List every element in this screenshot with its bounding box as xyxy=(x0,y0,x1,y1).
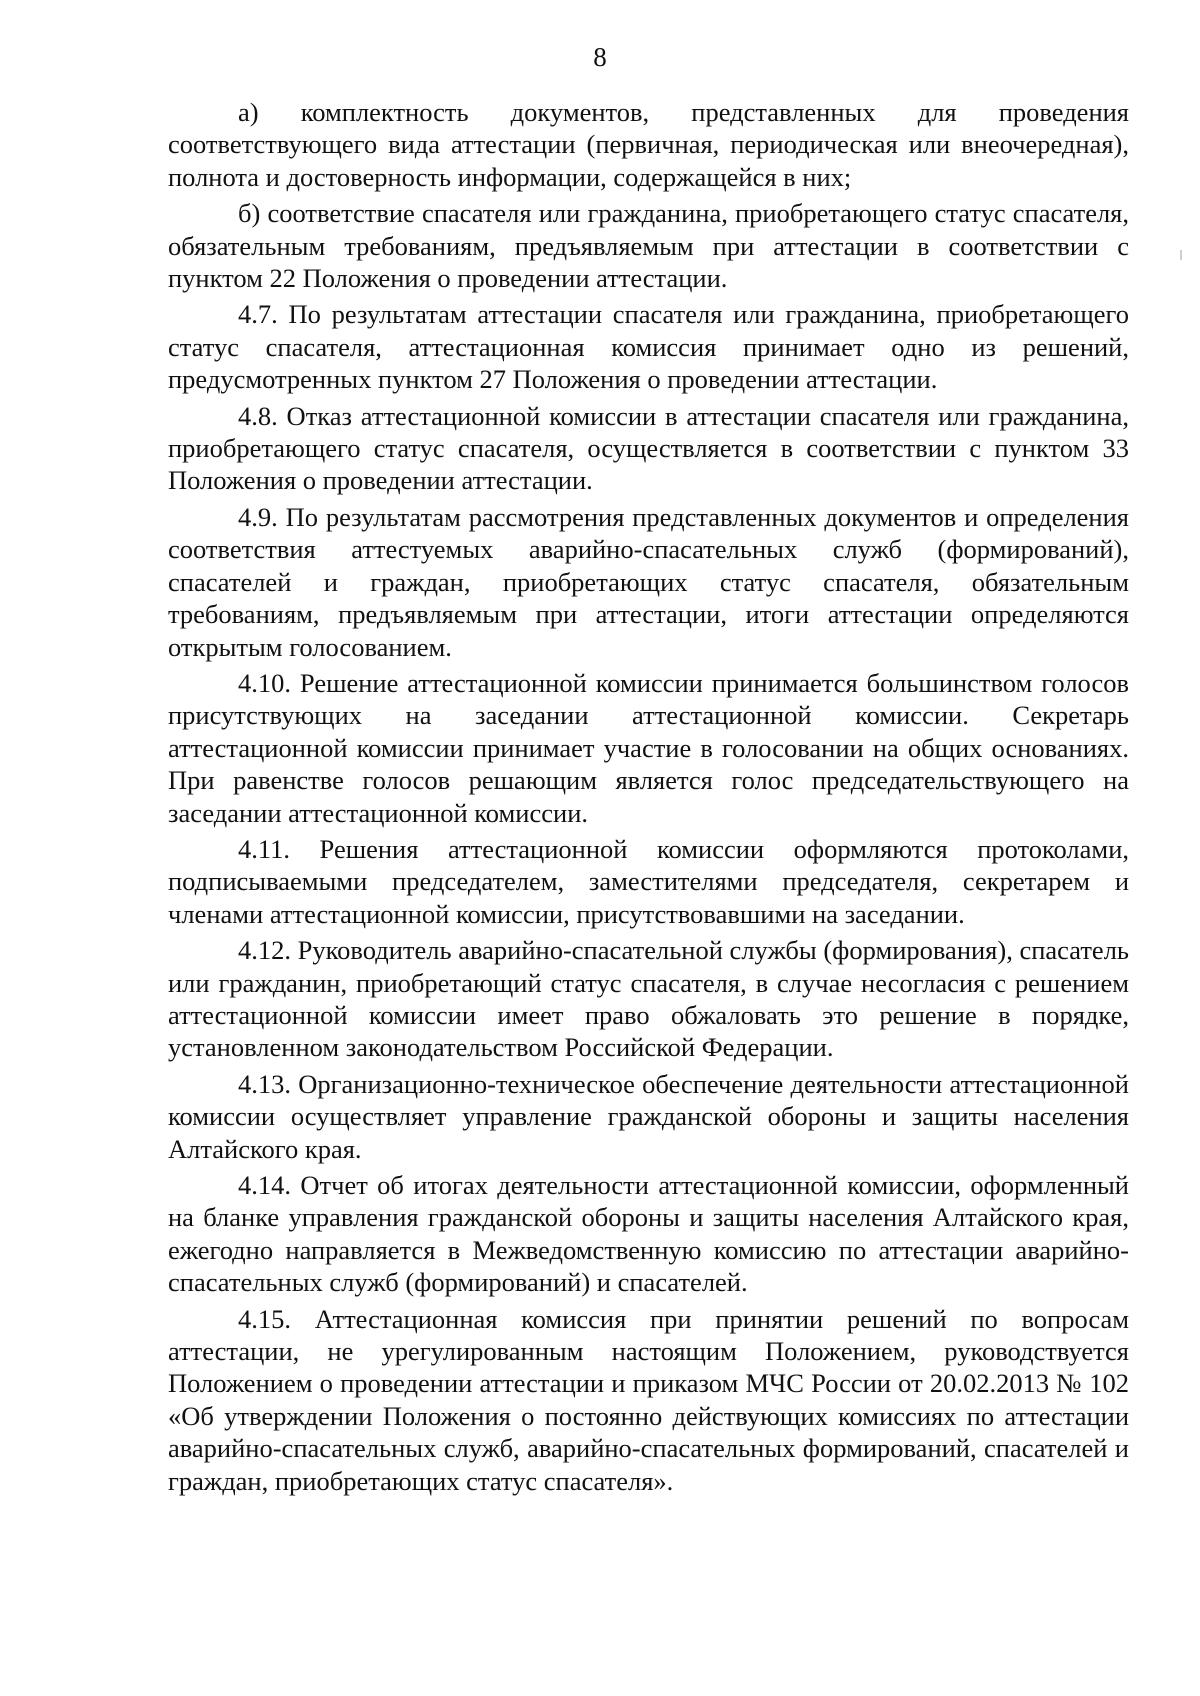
paragraph-4-15: 4.15. Аттестационная комиссия при принятии решений по вопросам аттестации, не урегулированным настоящим Положением, руководствуется Положением о проведении аттестации и приказом МЧС России от 20.02.2013 № 102 «Об утверждении Положения о постоянно действующих комиссиях по аттестации аварийно-спасательных служб, аварийно-спасательных формирований, спасателей и граждан, приобретающих статус спасателя». xyxy=(168,1303,1129,1496)
paragraph-4-12: 4.12. Руководитель аварийно-спасательной службы (формирования), спасатель или гражданин, приобретающий статус спасателя, в случае несогласия с решением аттестационной комиссии имеет право обжаловать это решение в порядке, установленном законодательством Российской Федерации. xyxy=(168,935,1129,1063)
paragraph-a: а) комплектность документов, представленных для проведения соответствующего вида аттестации (первичная, периодическая или внеочередная), полнота и достоверность информации, содержащейся в них; xyxy=(168,97,1129,192)
paragraph-4-10: 4.10. Решение аттестационной комиссии принимается большинством голосов присутствующих на заседании аттестационной комиссии. Секретарь аттестационной комиссии принимает участие в голосовании на общих основаниях. При равенстве голосов решающим является голос председательствующего на заседании аттестационной комиссии. xyxy=(168,667,1129,828)
paragraph-4-8: 4.8. Отказ аттестационной комиссии в аттестации спасателя или гражданина, приобретающего статус спасателя, осуществляется в соответствии с пунктом 33 Положения о проведении аттестации. xyxy=(168,400,1129,496)
paragraph-b: б) соответствие спасателя или гражданина, приобретающего статус спасателя, обязательным требованиям, предъявляемым при аттестации в соответствии с пунктом 22 Положения о проведении аттестации. xyxy=(168,198,1129,294)
paragraph-4-11: 4.11. Решения аттестационной комиссии оформляются протоколами, подписываемыми председателем, заместителями председателя, секретарем и членами аттестационной комиссии, присутствовавшими на заседании. xyxy=(168,833,1129,929)
paragraph-4-13: 4.13. Организационно-техническое обеспечение деятельности аттестационной комиссии осуществляет управление гражданской обороны и защиты населения Алтайского края. xyxy=(168,1068,1129,1164)
paragraph-4-7: 4.7. По результатам аттестации спасателя или гражданина, приобретающего статус спасателя, аттестационная комиссия принимает одно из решений, предусмотренных пунктом 27 Положения о проведении аттестации. xyxy=(168,299,1129,395)
paragraph-4-9: 4.9. По результатам рассмотрения представленных документов и определения соответствия аттестуемых аварийно-спасательных служб (формирований), спасателей и граждан, приобретающих статус спасателя, обязательным требованиям, предъявляемым при аттестации, итоги аттестации определяются открытым голосованием. xyxy=(168,501,1129,662)
scan-mark xyxy=(1180,250,1182,260)
paragraph-4-14: 4.14. Отчет об итогах деятельности аттестационной комиссии, оформленный на бланке управления гражданской обороны и защиты населения Алтайского края, ежегодно направляется в Межведомственную комиссию по аттестации аварийно-спасательных служб (формирований) и спасателей. xyxy=(168,1170,1129,1298)
document-body xyxy=(168,96,1129,1501)
page-number: 8 xyxy=(593,42,607,72)
